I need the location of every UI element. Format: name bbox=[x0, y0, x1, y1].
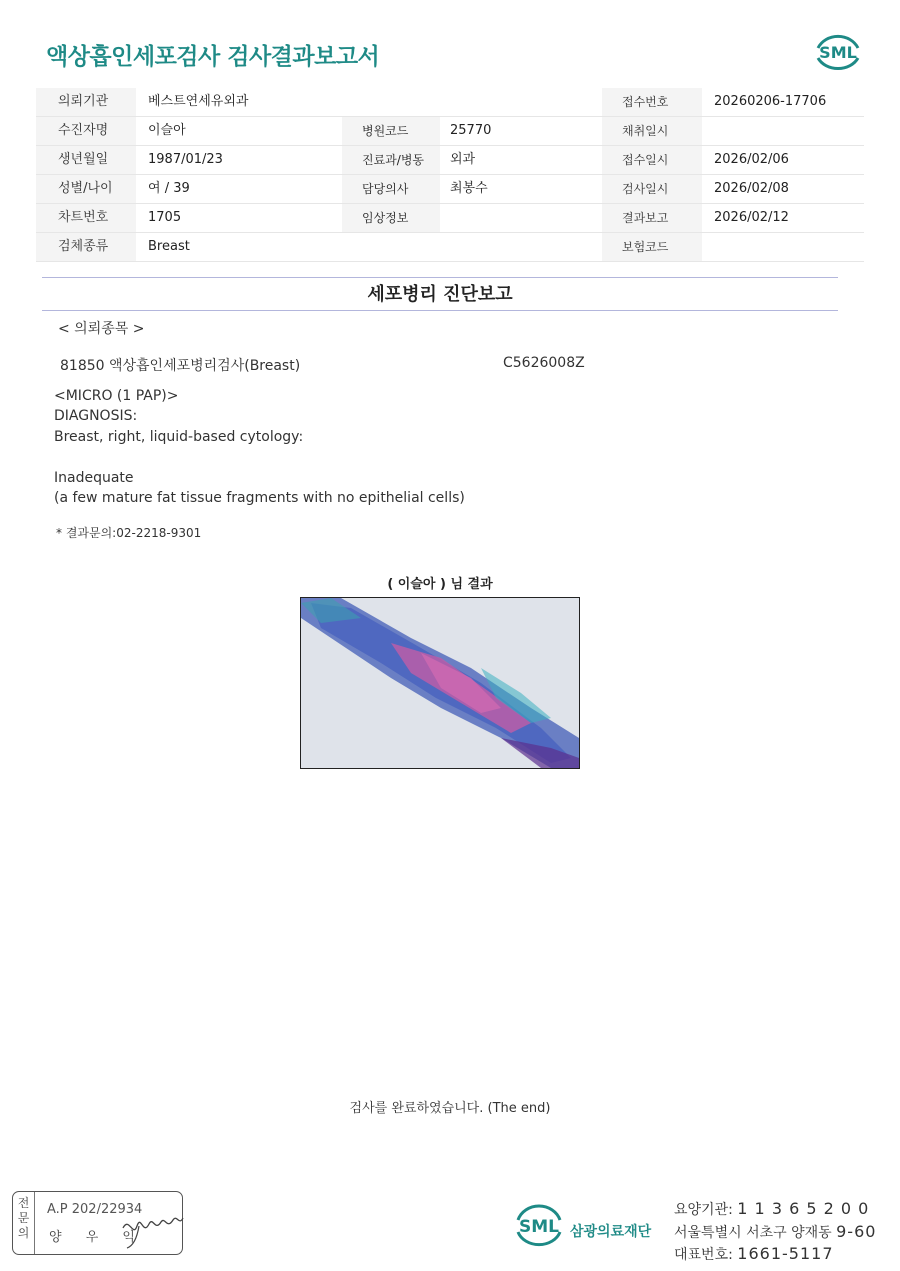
signature-icon bbox=[119, 1208, 187, 1252]
address-number: 9-60 bbox=[836, 1222, 877, 1241]
value-specimen-type: Breast bbox=[148, 239, 190, 254]
value-clinical-info bbox=[450, 204, 600, 232]
value-hospital-code: 25770 bbox=[450, 123, 492, 138]
info-row bbox=[36, 88, 864, 117]
value-test-date: 2026/02/08 bbox=[714, 181, 789, 196]
label-clinical-info: 임상정보 bbox=[342, 204, 440, 232]
value-sex-age: 여 / 39 bbox=[148, 181, 190, 196]
section-rule-bottom bbox=[42, 310, 838, 311]
value-chart-no: 1705 bbox=[148, 210, 182, 225]
info-row bbox=[36, 117, 864, 146]
value-receipt-no: 20260206-17706 bbox=[714, 94, 827, 109]
phone-label: 대표번호: bbox=[674, 1247, 733, 1263]
label-result-report: 결과보고 bbox=[602, 204, 702, 232]
pathologist-stamp bbox=[12, 1191, 183, 1255]
info-row bbox=[36, 175, 864, 204]
label-receipt-date: 접수일시 bbox=[602, 146, 702, 174]
specimen-line: Breast, right, liquid-based cytology: bbox=[54, 429, 304, 445]
test-id: C5626008Z bbox=[503, 355, 585, 371]
section-title: 세포병리 진단보고 bbox=[367, 284, 513, 305]
contact-info: * 결과문의:02-2218-9301 bbox=[56, 526, 202, 540]
value-receipt-date: 2026/02/06 bbox=[714, 152, 789, 167]
label-chart-no: 차트번호 bbox=[36, 204, 136, 232]
value-department: 외과 bbox=[450, 152, 476, 167]
code-value: 1 1 3 6 5 2 0 0 bbox=[737, 1199, 870, 1218]
label-insurance-code: 보험코드 bbox=[602, 233, 702, 261]
patient-info-table bbox=[36, 88, 864, 262]
label-patient-name: 수진자명 bbox=[36, 117, 136, 145]
footer-phone bbox=[674, 1244, 834, 1264]
stamp-side-char: 전 bbox=[17, 1196, 30, 1210]
sml-logo-text: SML bbox=[819, 43, 857, 62]
info-row bbox=[36, 146, 864, 175]
footer-org-name: 삼광의료재단 bbox=[570, 1224, 652, 1240]
info-row bbox=[36, 233, 864, 262]
value-result-report: 2026/02/12 bbox=[714, 210, 789, 225]
sml-logo bbox=[812, 28, 864, 76]
label-birth-date: 생년월일 bbox=[36, 146, 136, 174]
value-patient-name: 이슬아 bbox=[148, 123, 186, 138]
label-specimen-type: 검체종류 bbox=[36, 233, 136, 261]
label-doctor: 담당의사 bbox=[342, 175, 440, 203]
footer-institution-code bbox=[674, 1199, 869, 1219]
stamp-side-label bbox=[13, 1192, 35, 1254]
code-label: 요양기관: bbox=[674, 1202, 733, 1218]
stamp-side-char: 의 bbox=[17, 1226, 30, 1240]
pathologist-name: 양 우 익 bbox=[49, 1230, 145, 1245]
footer-sml-logo-text: SML bbox=[519, 1217, 559, 1237]
value-birth-date: 1987/01/23 bbox=[148, 152, 223, 167]
label-requesting-org: 의뢰기관 bbox=[36, 88, 136, 116]
cytology-micrograph bbox=[301, 598, 579, 768]
info-row bbox=[36, 204, 864, 233]
micro-line: <MICRO (1 PAP)> bbox=[54, 388, 179, 404]
label-sex-age: 성별/나이 bbox=[36, 175, 136, 203]
address-label: 서울특별시 서초구 양재동 bbox=[674, 1225, 832, 1241]
image-caption: ( 이슬아 ) 님 결과 bbox=[387, 577, 493, 592]
end-message: 검사를 완료하였습니다. (The end) bbox=[349, 1101, 551, 1116]
footer-sml-logo bbox=[512, 1198, 566, 1254]
label-test-date: 검사일시 bbox=[602, 175, 702, 203]
footer-address bbox=[674, 1222, 876, 1242]
value-collection-date bbox=[714, 117, 864, 145]
stamp-side-char: 문 bbox=[17, 1211, 30, 1225]
request-heading: < 의뢰종목 > bbox=[58, 321, 145, 337]
diagnosis-detail: (a few mature fat tissue fragments with no epithelial cells) bbox=[54, 490, 465, 506]
value-doctor: 최봉수 bbox=[450, 181, 488, 196]
diagnosis-label: DIAGNOSIS: bbox=[54, 408, 138, 424]
label-collection-date: 채취일시 bbox=[602, 117, 702, 145]
cytology-image bbox=[300, 597, 580, 769]
label-hospital-code: 병원코드 bbox=[342, 117, 440, 145]
section-rule-top bbox=[42, 277, 838, 278]
license-number: A.P 202/22934 bbox=[47, 1202, 143, 1217]
label-receipt-no: 접수번호 bbox=[602, 88, 702, 116]
diagnosis-result: Inadequate bbox=[54, 470, 134, 486]
phone-value: 1661-5117 bbox=[737, 1244, 834, 1263]
report-title: 액상흡인세포검사 검사결과보고서 bbox=[46, 44, 380, 70]
value-requesting-org: 베스트연세유외과 bbox=[148, 94, 249, 109]
test-code: 81850 액상흡인세포병리검사(Breast) bbox=[60, 358, 301, 374]
label-department: 진료과/병동 bbox=[342, 146, 440, 174]
value-insurance-code bbox=[714, 233, 864, 261]
